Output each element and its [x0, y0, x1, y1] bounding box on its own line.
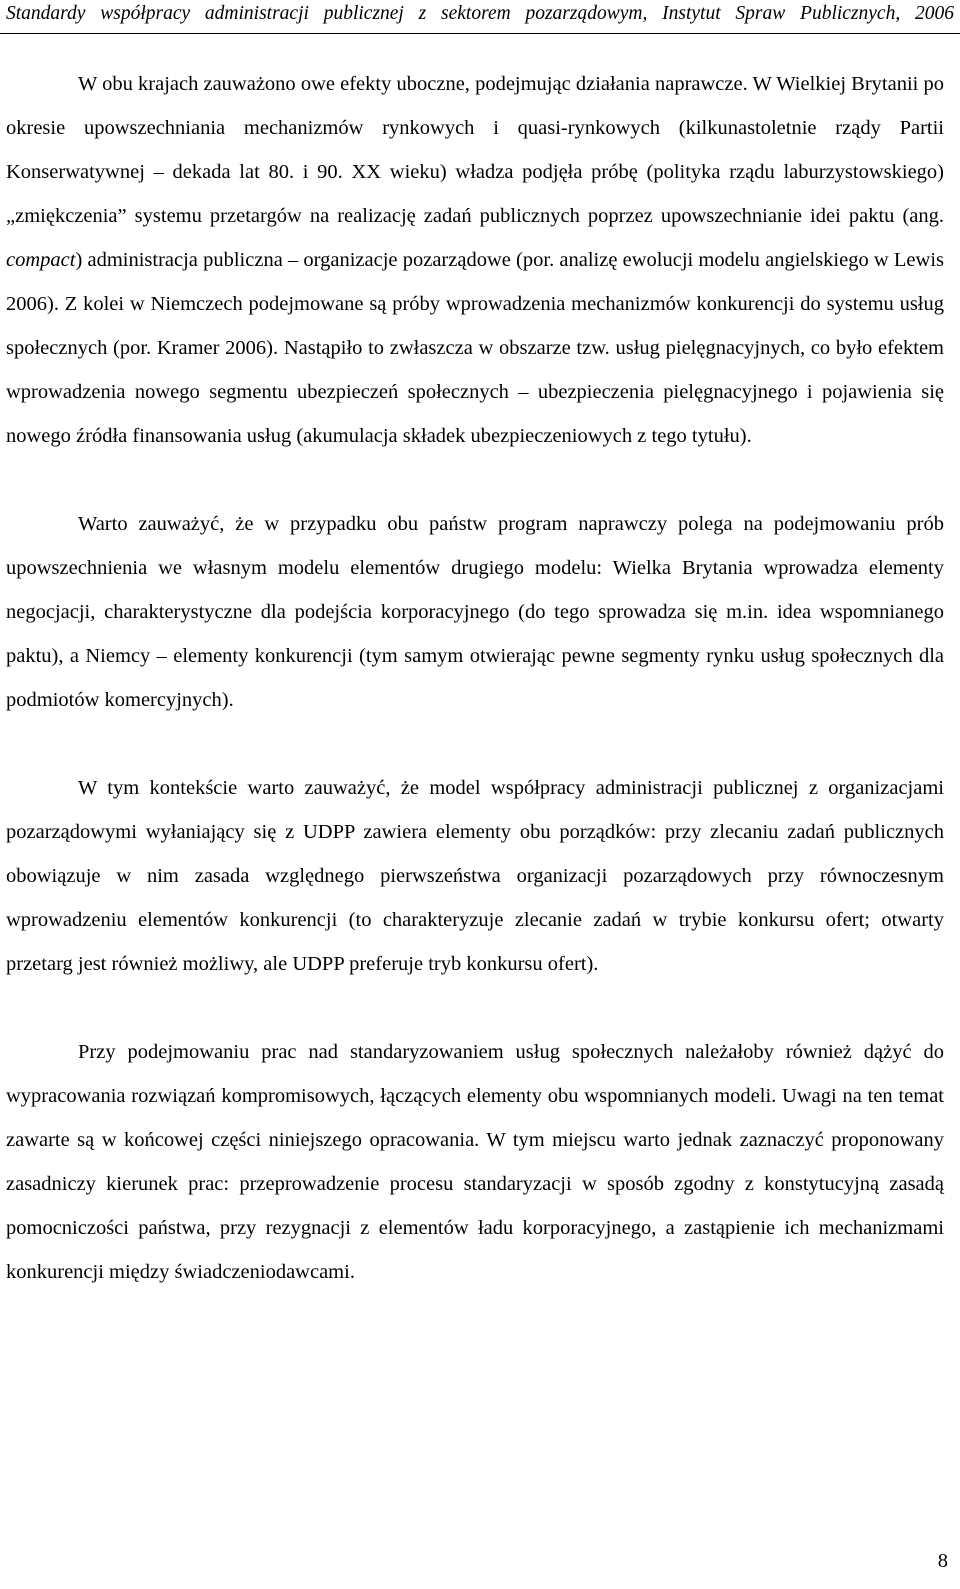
paragraph-1-italic-term: compact [6, 249, 76, 271]
paragraph-1-text-a: W obu krajach zauważono owe efekty uboczne, podejmując działania naprawcze. W Wielkiej Brytanii po okresie upowszechniania mechanizmów rynkowych i quasi-rynkowych (kilkunastoletnie rządy Partii Konserwatywnej – dekada lat 80. i 90. XX wieku) władza podjęła próbę (polityka rządu laburzystowskiego) „zmiękczenia” systemu przetargów na realizację zadań publicznych poprzez upowszechnianie idei paktu (ang. [6, 73, 944, 227]
document-body [6, 62, 944, 1294]
page-number: 8 [937, 1550, 948, 1572]
body-paragraph-2: Warto zauważyć, że w przypadku obu państw program naprawczy polega na podejmowaniu prób upowszechnienia we własnym modelu elementów drugiego modelu: Wielka Brytania wprowadza elementy negocjacji, charakterystyczne dla podejścia korporacyjnego (do tego sprowadza się m.in. idea wspomnianego paktu), a Niemcy – elementy konkurencji (tym samym otwierając pewne segmenty rynku usług społecznych dla podmiotów komercyjnych). [6, 513, 944, 711]
body-paragraph-1 [6, 62, 944, 458]
running-header-title: Standardy współpracy administracji publicznej z sektorem pozarządowym, Instytut Spraw Publicznych, 2006 [6, 3, 954, 24]
running-header [0, 0, 960, 34]
body-paragraph-4: Przy podejmowaniu prac nad standaryzowaniem usług społecznych należałoby również dążyć do wypracowania rozwiązań kompromisowych, łączących elementy obu wspomnianych modeli. Uwagi na ten temat zawarte są w końcowej części niniejszego opracowania. W tym miejscu warto jednak zaznaczyć proponowany zasadniczy kierunek prac: przeprowadzenie procesu standaryzacji w sposób zgodny z konstytucyjną zasadą pomocniczości państwa, przy rezygnacji z elementów ładu korporacyjnego, a zastąpienie ich mechanizmami konkurencji między świadczeniodawcami. [6, 1041, 944, 1283]
paragraph-1-text-b: ) administracja publiczna – organizacje pozarządowe (por. analizę ewolucji modelu angielskiego w Lewis 2006). Z kolei w Niemczech podejmowane są próby wprowadzenia mechanizmów konkurencji do systemu usług społecznych (por. Kramer 2006). Nastąpiło to zwłaszcza w obszarze tzw. usług pielęgnacyjnych, co było efektem wprowadzenia nowego segmentu ubezpieczeń społecznych – ubezpieczenia pielęgnacyjnego i pojawienia się nowego źródła finansowania usług (akumulacja składek ubezpieczeniowych z tego tytułu). [6, 249, 944, 447]
body-paragraph-3: W tym kontekście warto zauważyć, że model współpracy administracji publicznej z organizacjami pozarządowymi wyłaniający się z UDPP zawiera elementy obu porządków: przy zlecaniu zadań publicznych obowiązuje w nim zasada względnego pierwszeństwa organizacji pozarządowych przy równoczesnym wprowadzeniu elementów konkurencji (to charakteryzuje zlecanie zadań w trybie konkursu ofert; otwarty przetarg jest również możliwy, ale UDPP preferuje tryb konkursu ofert). [6, 777, 944, 975]
